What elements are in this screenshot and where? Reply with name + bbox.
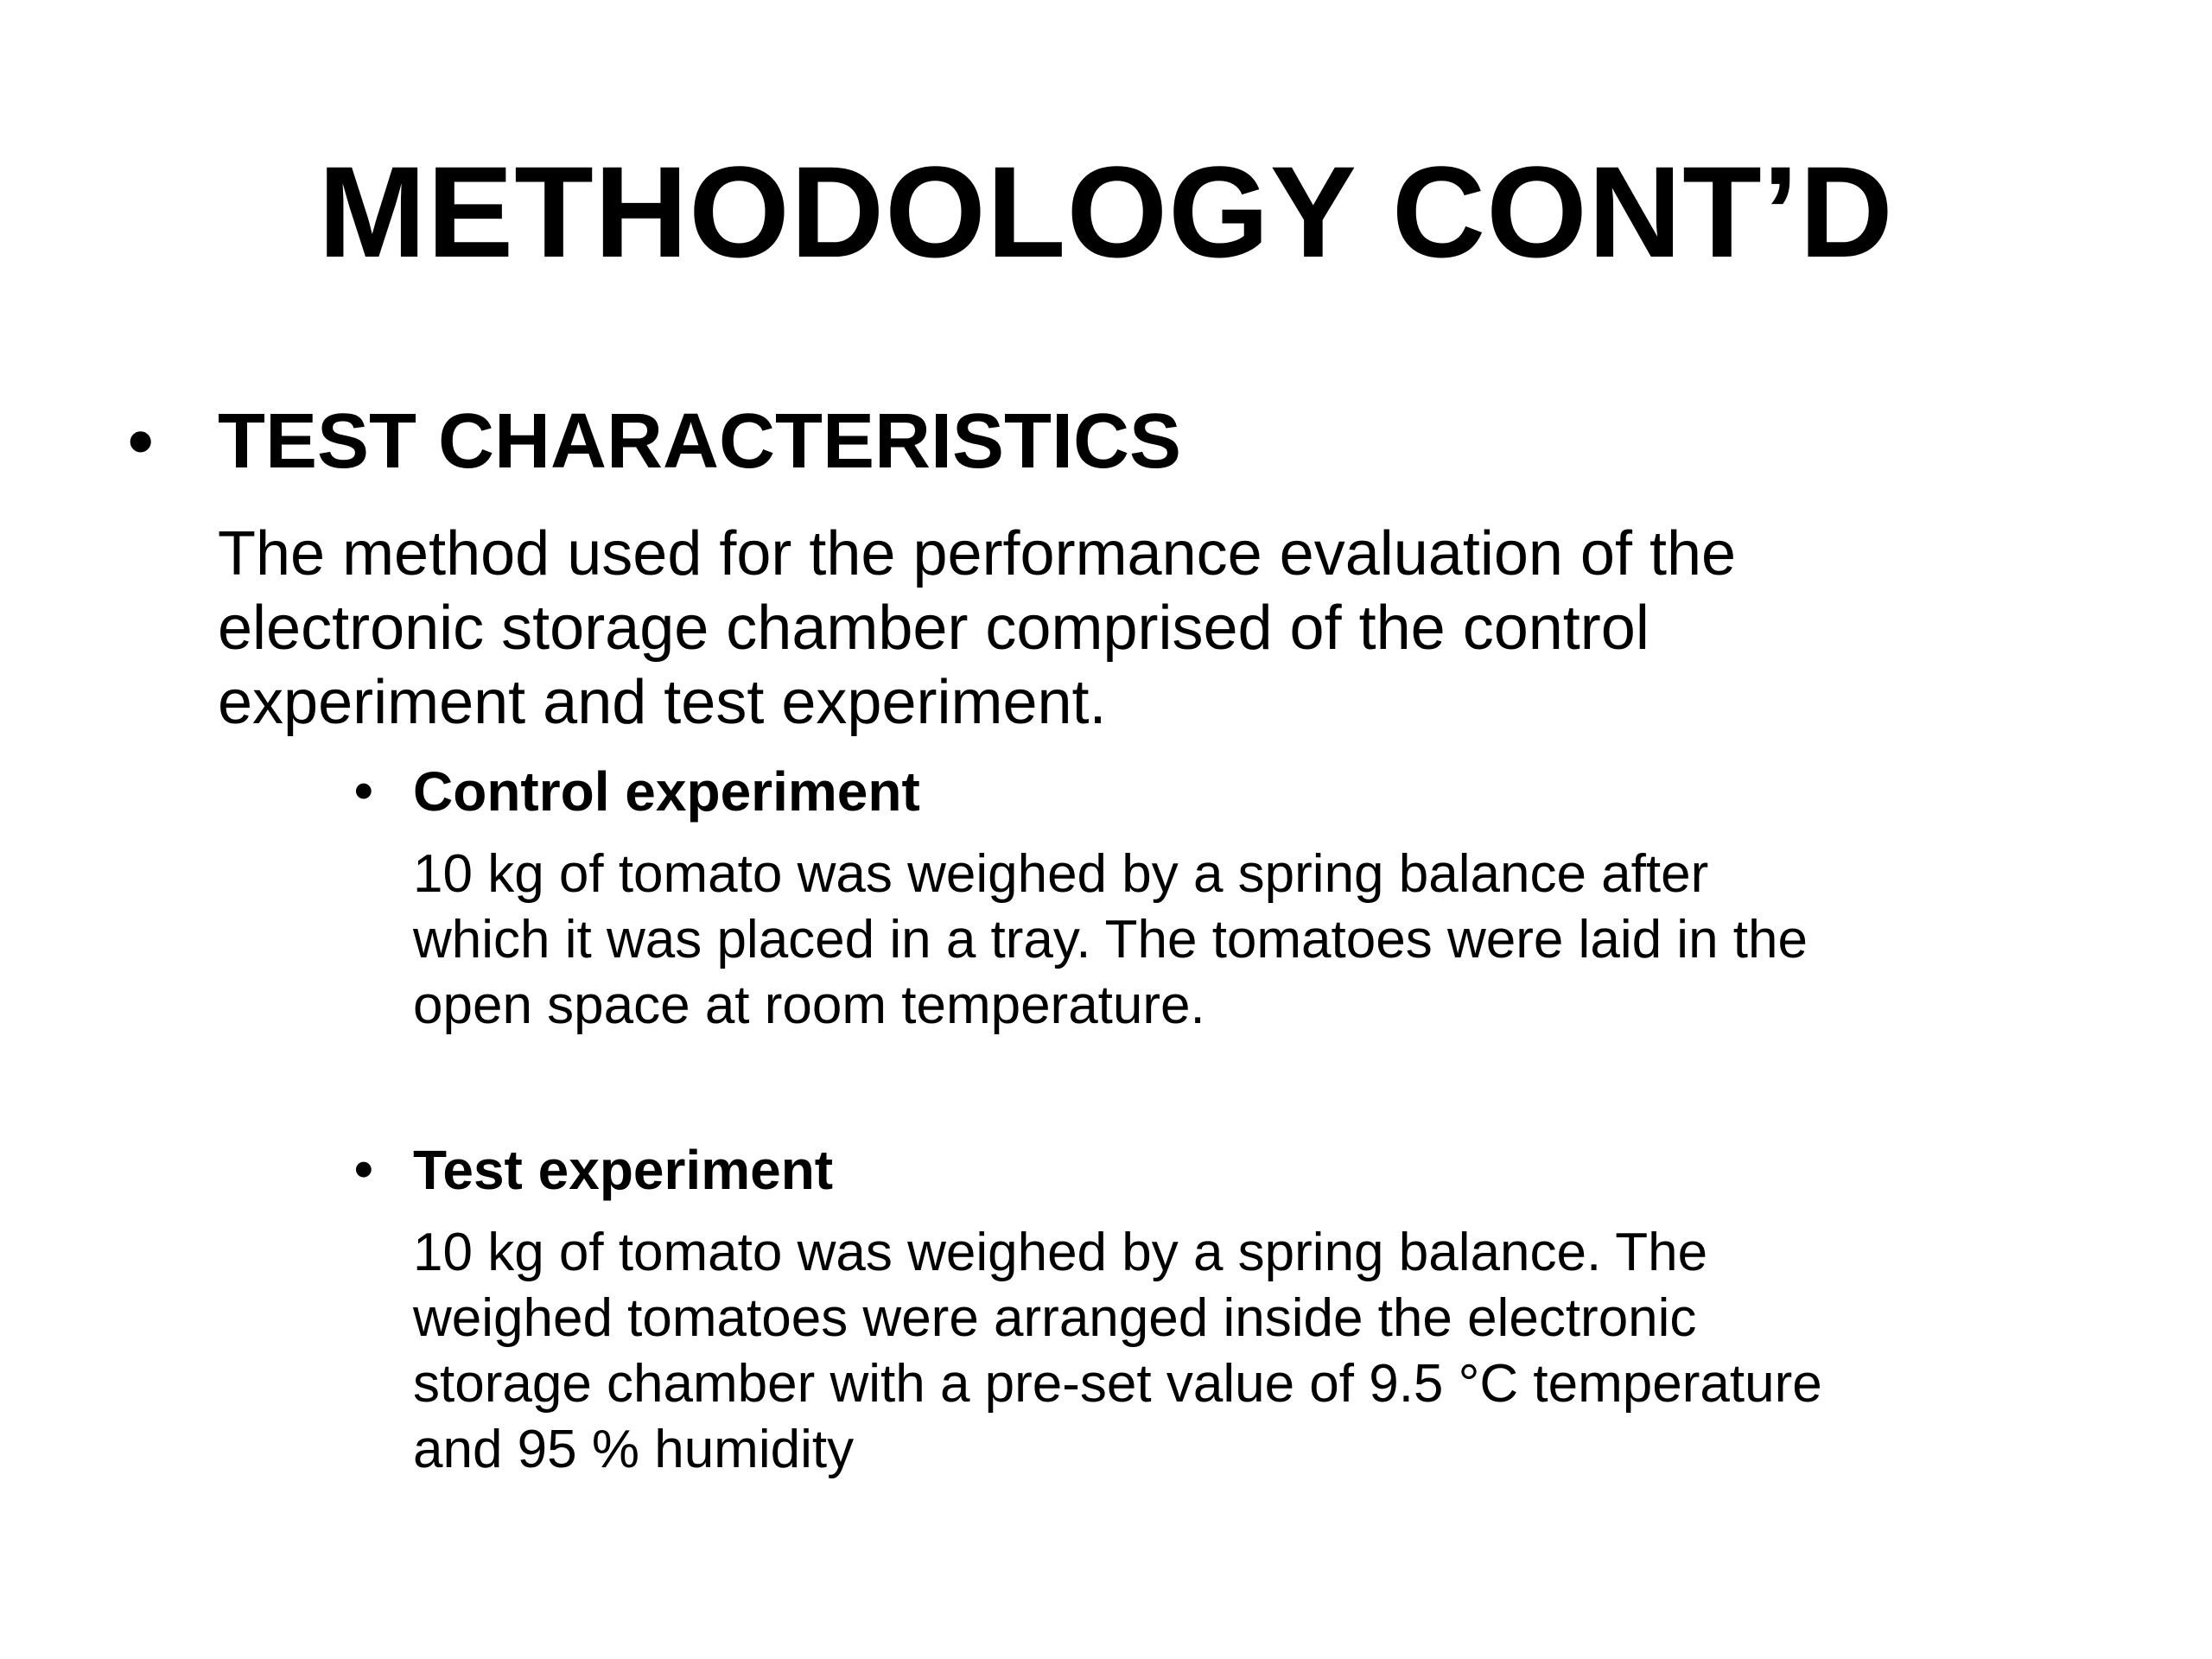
section-body [218, 517, 2136, 740]
control-experiment-line: open space at room temperature. [413, 976, 1205, 1035]
test-experiment-line: and 95 % humidity [413, 1420, 855, 1479]
test-experiment-line: 10 kg of tomato was weighed by a spring balance. The [413, 1223, 1708, 1282]
section-body-line: experiment and test experiment. [218, 668, 1107, 737]
control-experiment-line: which it was placed in a tray. The tomatoes were laid in the [413, 910, 1808, 969]
bullet-icon: • [354, 1140, 373, 1199]
test-experiment-heading: Test experiment [413, 1139, 834, 1201]
bullet-icon: • [128, 400, 154, 481]
test-experiment-line: weighed tomatoes were arranged inside the electronic [413, 1288, 1697, 1348]
slide-title: METHODOLOGY CONT’D [318, 139, 1894, 284]
test-experiment-line: storage chamber with a pre-set value of 9.5 °C temperature [413, 1354, 1822, 1414]
control-experiment-heading: Control experiment [413, 760, 920, 823]
bullet-icon: • [354, 761, 373, 821]
section-heading: TEST CHARACTERISTICS [218, 398, 1182, 485]
test-experiment-body [413, 1220, 2107, 1483]
section-body-line: electronic storage chamber comprised of the control [218, 594, 1649, 663]
control-experiment-line: 10 kg of tomato was weighed by a spring balance after [413, 844, 1709, 904]
section-body-line: The method used for the performance evaluation of the [218, 519, 1737, 588]
control-experiment-body [413, 842, 2107, 1039]
